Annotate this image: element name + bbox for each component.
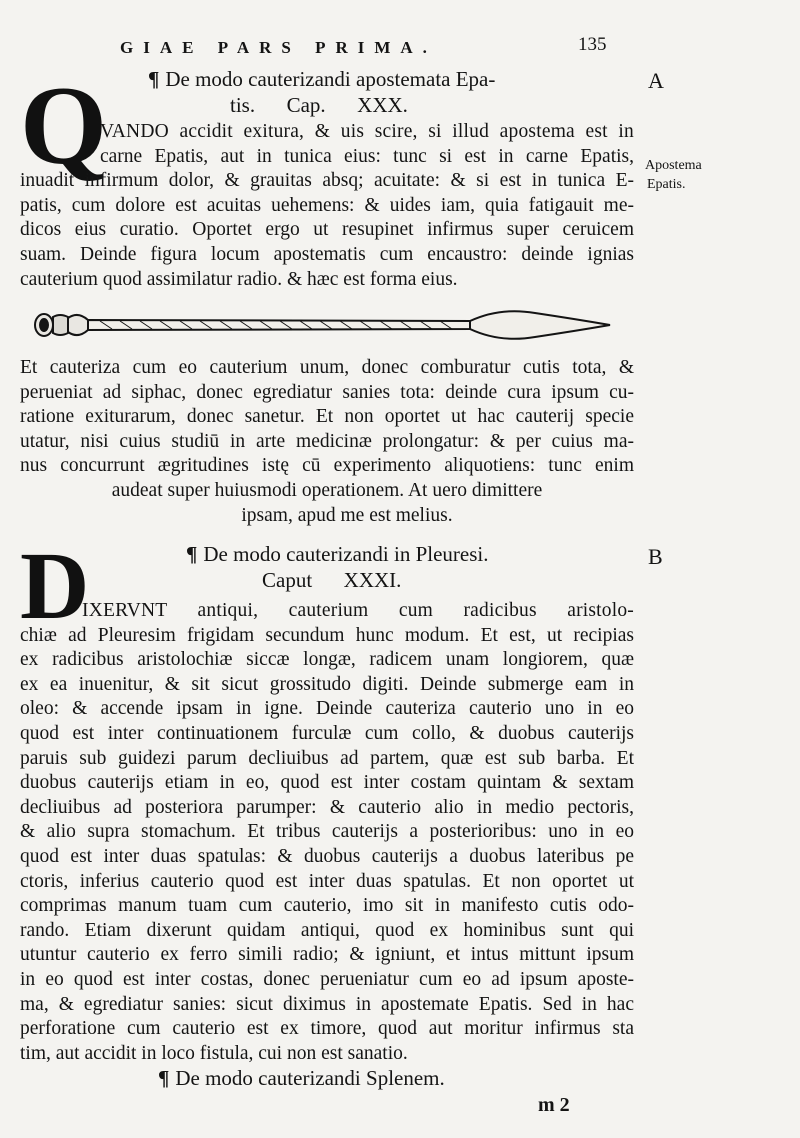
pilcrow-icon: ¶ [158, 1066, 170, 1090]
text-line: quod est inter duas spatulas: & duobus cauterijs a duobus lateribus pe [20, 845, 634, 867]
text-line: Et cauteriza cum eo cauterium unum, donec comburatur cutis tota, & [20, 357, 634, 378]
text-line: ex radicibus aristolochiæ siccæ longæ, radicem unam longiorem, quæ [20, 649, 634, 671]
page-number: 135 [578, 34, 607, 55]
text-line: chiæ ad Pleuresim frigidam secundum hunc modum. Et est, ut recipias [20, 624, 634, 646]
chapter-30-number: tis. Cap. XXX. [230, 93, 408, 117]
chapter-30-text [20, 120, 634, 292]
text-line: patis, cum dolore est acuitas uehemens: & uides iam, quia fatigauit me- [20, 194, 634, 216]
text-line: VANDO accidit exitura, & uis scire, si illud apostema est in [100, 121, 634, 142]
text-line: dicos eius curatio. Oportet ergo ut resupinet infirmus super ceruicem [20, 219, 634, 241]
chapter-31-number: Caput XXXI. [262, 568, 402, 592]
text-line: ex ea inuenitur, & sit sicut grossitudo digiti. Deinde submerge eam in [20, 673, 634, 695]
pilcrow-icon: ¶ [186, 542, 198, 566]
text-line: ratione exiturarum, donec sanetur. Et non oportet ut hac cauterij specie [20, 406, 634, 428]
text-line: suam. Deinde figura locum apostematis cum encaustro: deinde ignias [20, 243, 634, 265]
chapter-30-closing [20, 479, 634, 528]
text-line: utuntur cauterio ex ferro simili radio; & igniunt, et intus mittunt ipsum [20, 944, 634, 966]
margin-note-line: Epatis. [647, 177, 686, 192]
margin-letter-b: B [648, 544, 663, 569]
text-line: ma, & egrediatur sanies: sicut diximus in apostemate Epatis. Sed in hac [20, 993, 634, 1015]
margin-letter-a: A [648, 68, 664, 93]
text-line: nus concurrunt ægritudines istę cū experimento aliquotiens: tunc enim [20, 455, 634, 477]
chapter-30-heading [148, 66, 495, 118]
text-line: inuadit infirmum dolor, & grauitas absq; acuitate: & si est in tunica E- [20, 170, 634, 192]
text-line: IXERVNT antiqui, cauterium cum radicibus aristolo- [82, 600, 634, 621]
cautery-instrument-figure [30, 303, 620, 347]
text-line: duobus cauterijs etiam in eo, quod est inter costam quintam & sextam [20, 772, 634, 794]
margin-note [645, 156, 702, 194]
text-line: utatur, nisi cuius studiū in arte medicinæ prolongatur: & per cuius ma- [20, 430, 634, 452]
text-line: decliuibus ad posteriora parumper: & cauterio alio in medio pectoris, [20, 796, 634, 818]
text-line: & alio supra stomachum. Et tribus cauterijs a posterioribus: uno in eo [20, 821, 634, 843]
text-line: perforatione cum cauterio est ex timore, quod aut moritur infirmus sta [20, 1018, 634, 1040]
text-line: oleo: & accende ipsam in igne. Deinde cauteriza cauterio uno in eo [20, 698, 634, 720]
pilcrow-icon: ¶ [148, 67, 160, 91]
chapter-31-heading [186, 541, 489, 593]
chapter-30-text-continued [20, 356, 634, 479]
signature-mark: m 2 [538, 1094, 570, 1116]
drop-cap-d: D [20, 532, 90, 639]
chapter-31-title: De modo cauterizandi in Pleuresi. [203, 542, 489, 566]
text-line: rando. Etiam dixerunt quidam antiqui, quod ex hominibus sunt qui [20, 919, 634, 941]
chapter-32-title: De modo cauterizandi Splenem. [175, 1066, 445, 1090]
closing-line: ipsam, apud me est melius. [241, 504, 453, 526]
drop-cap-q: Q [20, 64, 108, 188]
running-head: GIAE PARS PRIMA. [120, 38, 437, 57]
text-line: comprimas manum tuam cum cauterio, imo sit in manifesto cutis odo- [20, 895, 634, 917]
text-line: cauterium quod assimilatur radio. & hæc est forma eius. [20, 268, 458, 290]
text-line: paruis sub guidezi parum decliuibus ad partem, quæ est sub barba. Et [20, 747, 634, 769]
text-line: tim, aut accidit in loco fistula, cui non est sanatio. [20, 1042, 408, 1064]
chapter-31-text [20, 599, 634, 1066]
chapter-30-title: De modo cauterizandi apostemata Epa- [165, 67, 496, 91]
text-line: quod est inter continuationem furculæ cum collo, & duobus cauterijs [20, 722, 634, 744]
text-line: carne Epatis, aut in tunica eius: tunc si est in carne Epatis, [100, 145, 634, 167]
closing-line: audeat super huiusmodi operationem. At uero dimittere [111, 480, 543, 501]
margin-note-line: Apostema [645, 158, 702, 173]
text-line: ctoris, inferius cauterio quod est inter duas spatulas. Et non oportet ut [20, 870, 634, 892]
chapter-32-heading [158, 1065, 445, 1091]
text-line: in eo quod est inter costas, donec perueniatur cum eo ad ipsum aposte- [20, 968, 634, 990]
text-line: perueniat ad siphac, donec egrediatur sanies tota: deinde cura ipsum cu- [20, 381, 634, 403]
